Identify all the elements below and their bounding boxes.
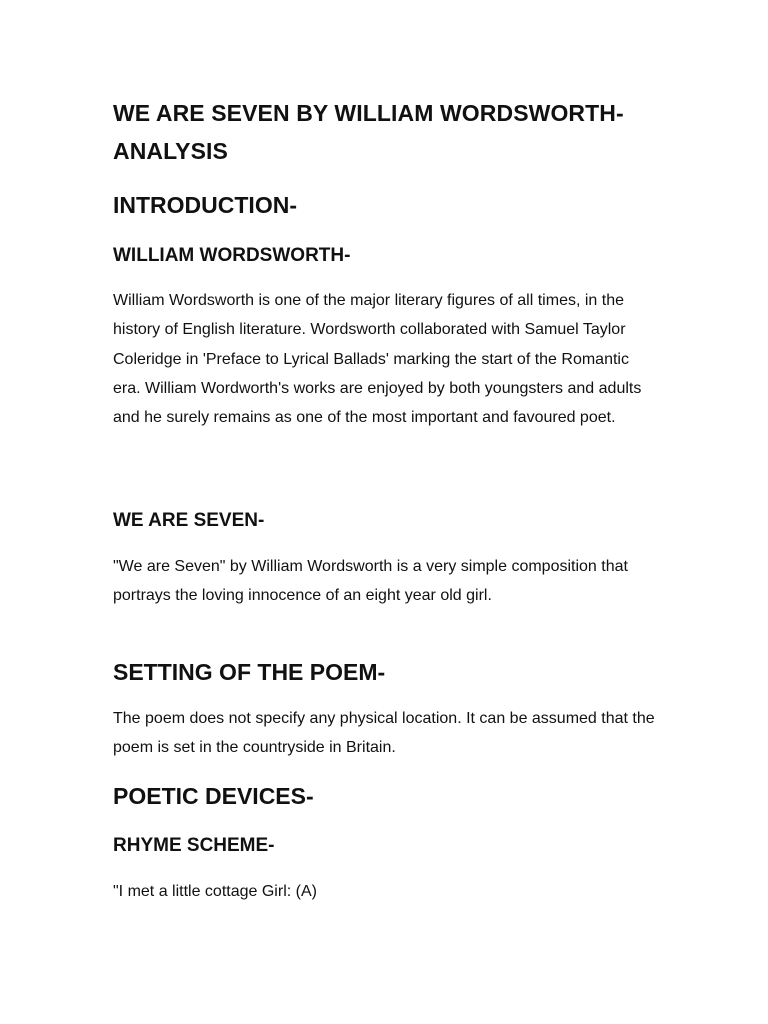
document-title: WE ARE SEVEN BY WILLIAM WORDSWORTH- ANALYSIS <box>113 100 624 164</box>
heading-introduction: INTRODUCTION- <box>113 192 297 218</box>
heading-we-are-seven: WE ARE SEVEN- <box>113 510 265 531</box>
heading-william-wordsworth: WILLIAM WORDSWORTH- <box>113 245 351 266</box>
paragraph-we-are-seven: "We are Seven" by William Wordsworth is a very simple composition that portrays the loving innocence of an eight year old girl. <box>113 558 628 605</box>
paragraph-setting-of-the-poem: The poem does not specify any physical location. It can be assumed that the poem is set in the countryside in Britain. <box>113 710 655 757</box>
paragraph-rhyme-scheme: "I met a little cottage Girl: (A) <box>113 883 317 900</box>
heading-setting-of-the-poem: SETTING OF THE POEM- <box>113 659 386 685</box>
paragraph-william-wordsworth: William Wordsworth is one of the major literary figures of all times, in the history of English literature. Wordsworth collaborated with Samuel Taylor Coleridge in 'Preface to Lyrical Ballads' marking the start of the Romantic era. William Wordworth's works are enjoyed by both youngsters and adults and he surely remains as one of the most important and favoured poet. <box>113 292 642 427</box>
heading-poetic-devices: POETIC DEVICES- <box>113 783 314 809</box>
heading-rhyme-scheme: RHYME SCHEME- <box>113 835 275 856</box>
